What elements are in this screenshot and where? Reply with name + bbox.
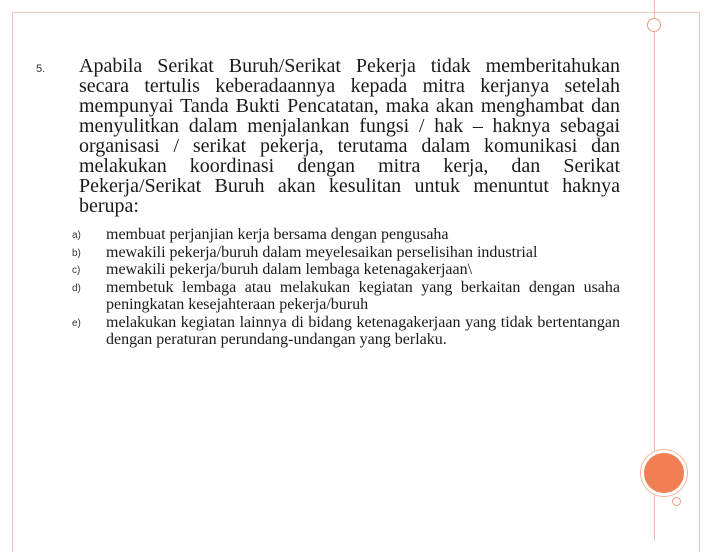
sub-item-d xyxy=(72,279,620,314)
sub-item-text: membetuk lembaga atau melakukan kegiatan yang berkaitan dengan usaha peningkatan kesejahteraan pekerja/buruh xyxy=(106,278,620,313)
sub-item-text: membuat perjanjian kerja bersama dengan pengusaha xyxy=(106,226,449,243)
sub-item-letter: a) xyxy=(72,230,81,241)
sub-item-letter: d) xyxy=(72,282,81,294)
sub-item-letter: c) xyxy=(72,265,81,276)
sub-item-b xyxy=(72,244,620,262)
slide-content xyxy=(36,56,620,349)
list-item-5 xyxy=(36,56,620,216)
sub-item-text: mewakili pekerja/buruh dalam lembaga ketenagakerjaan\ xyxy=(106,261,473,278)
sub-item-e xyxy=(72,314,620,349)
sub-item-text: mewakili pekerja/buruh dalam meyelesaikan perselisihan industrial xyxy=(106,243,538,261)
sub-list xyxy=(72,226,620,349)
sub-item-text: melakukan kegiatan lainnya di bidang ketenagakerjaan yang tidak bertentangan dengan peraturan perundang-undangan yang berlaku. xyxy=(106,313,620,348)
item-paragraph: Apabila Serikat Buruh/Serikat Pekerja tidak memberitahukan secara tertulis keberadaannya kepada mitra kerjanya setelah mempunyai Tanda Bukti Pencatatan, maka akan menghambat dan menyulitkan dalam menjalankan fungsi / hak – haknya sebagai organisasi / serikat pekerja, terutama dalam komunikasi dan melakukan koordinasi dengan mitra kerja, dan Serikat Pekerja/Serikat Buruh akan kesulitan untuk menuntut haknya berupa: xyxy=(79,55,620,217)
decorative-circle-top xyxy=(647,18,661,32)
item-number: 5. xyxy=(36,63,46,75)
decorative-circle-bottom xyxy=(641,450,687,496)
sub-item-c xyxy=(72,261,620,279)
sub-item-a xyxy=(72,226,620,244)
decorative-circle-small xyxy=(672,497,681,506)
sub-item-letter: e) xyxy=(72,317,81,329)
sub-item-letter: b) xyxy=(72,247,81,259)
